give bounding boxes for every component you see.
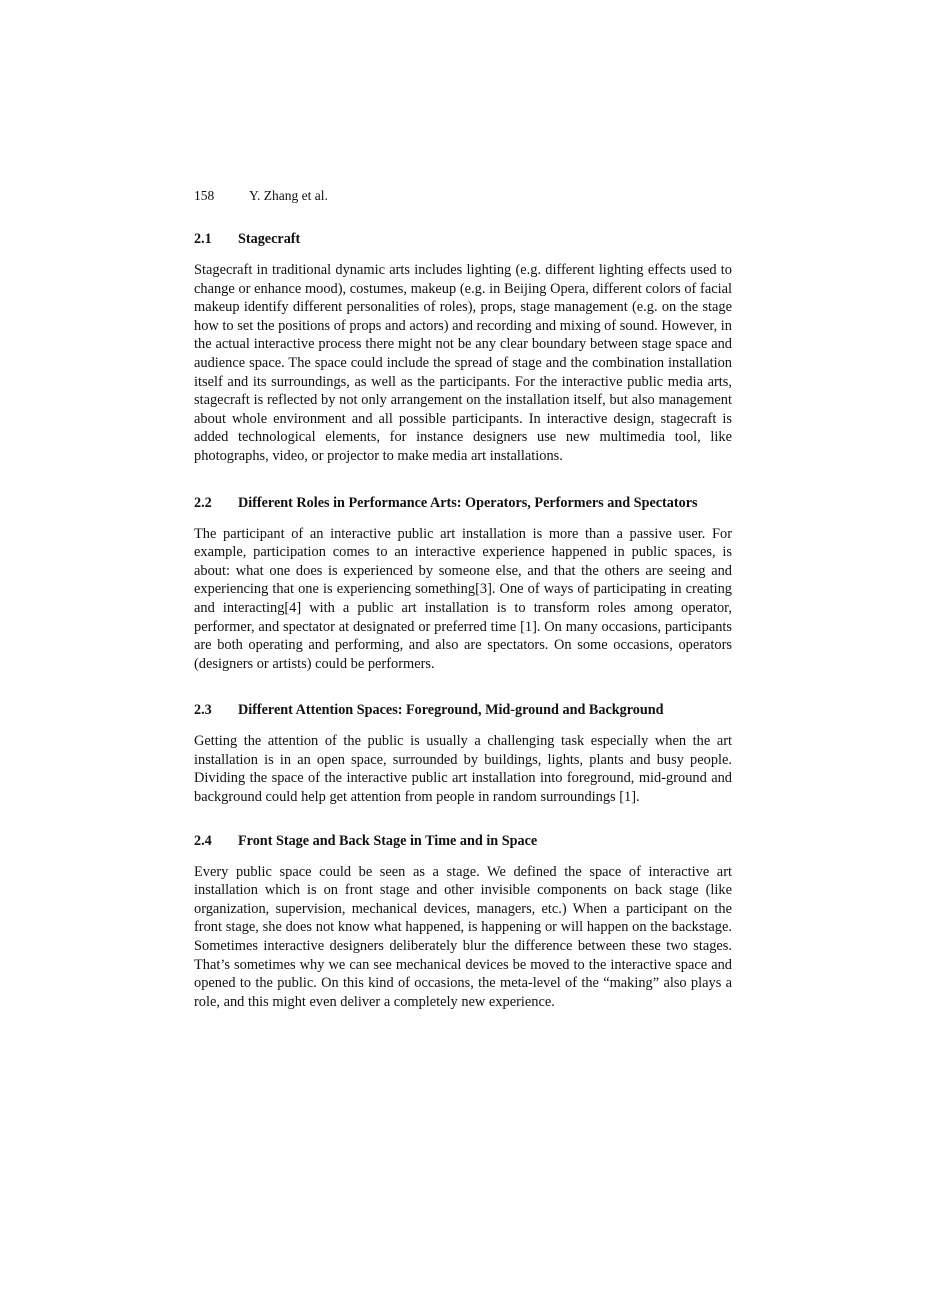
section-title: Front Stage and Back Stage in Time and in Space bbox=[238, 832, 538, 849]
section-gap bbox=[194, 466, 732, 494]
section-heading bbox=[194, 494, 732, 513]
section-number: 2.2 bbox=[194, 494, 212, 511]
page-number: 158 bbox=[194, 188, 215, 203]
section-body: Stagecraft in traditional dynamic arts includes lighting (e.g. different lighting effects used to change or enhance mood), costumes, makeup (e.g. in Beijing Opera, different colors of facial makeup identify different personalities of roles), props, stage management (e.g. on the stage how to set the positions of props and actors) and recording and mixing of sound. However, in the actual interactive process there might not be any clear boundary between stage space and audience space. The space could include the spread of stage and the combination installation itself and its surroundings, as well as the participants. For the interactive public media arts, stagecraft is reflected by not only arrangement on the installation itself, but also management about whole environment and all possible participants. In interactive design, stagecraft is added technological elements, for instance designers use new multimedia tool, like photographs, video, or projector to make media art installations. bbox=[194, 262, 732, 464]
section-gap bbox=[194, 673, 732, 701]
section-gap bbox=[194, 807, 732, 832]
running-head-authors: Y. Zhang et al. bbox=[249, 188, 328, 203]
section-title: Different Attention Spaces: Foreground, Mid-ground and Background bbox=[238, 702, 664, 719]
section-body: Getting the attention of the public is usually a challenging task especially when the art installation is in an open space, surrounded by buildings, lights, plants and busy people. Dividing the space of the interactive public art installation into foreground, mid-ground and background could help get attention from people in random surroundings [1]. bbox=[194, 733, 732, 806]
section-body: Every public space could be seen as a stage. We defined the space of interactive art installation which is on front stage and other invisible components on back stage (like organization, supervision, mechanical devices, managers, etc.) When a participant on the front stage, she does not know what happened, is happening or will happen on the backstage. Sometimes interactive designers deliberately blur the difference between these two stages. That’s sometimes why we can see mechanical devices be moved to the interactive space and opened to the public. On this kind of occasions, the meta-level of the “making” also plays a role, and this might even deliver a completely new experience. bbox=[194, 863, 732, 1010]
section-number: 2.3 bbox=[194, 702, 212, 719]
section-2-1 bbox=[194, 230, 732, 466]
section-title: Stagecraft bbox=[238, 231, 301, 247]
section-heading bbox=[194, 230, 732, 249]
section-2-4 bbox=[194, 832, 732, 1012]
running-head bbox=[194, 187, 732, 205]
section-2-2 bbox=[194, 494, 732, 674]
section-2-3 bbox=[194, 701, 732, 806]
section-number: 2.1 bbox=[194, 231, 212, 247]
section-title: Different Roles in Performance Arts: Operators, Performers and Spectators bbox=[238, 494, 698, 511]
section-heading bbox=[194, 701, 732, 720]
paper-page bbox=[194, 187, 732, 1011]
section-heading bbox=[194, 832, 732, 851]
section-number: 2.4 bbox=[194, 832, 212, 849]
section-body: The participant of an interactive public art installation is more than a passive user. For example, participation comes to an interactive experience happened in public spaces, is about: what one does is experienced by someone else, and that the others are seeing and experiencing that one is experiencing something[3]. One of ways of participating in creating and interacting[4] with a public art installation is to transform roles among operator, performer, and spectator at designated or preferred time [1]. On many occasions, participants are both operating and performing, and also are spectators. On some occasions, operators (designers or artists) could be performers. bbox=[194, 525, 732, 672]
